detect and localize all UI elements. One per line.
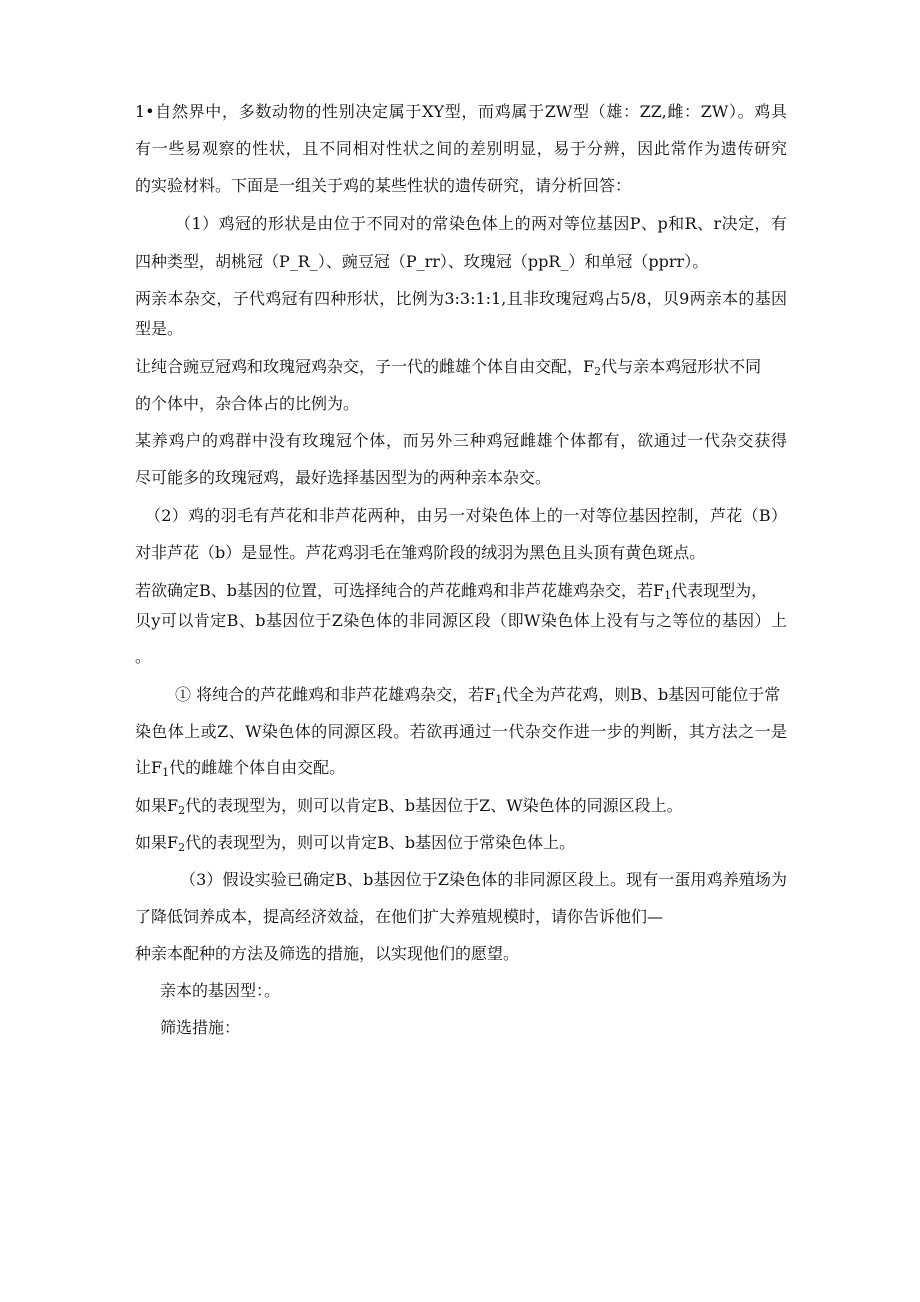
text-line: 的实验材料。下面是一组关于鸡的某些性状的遗传研究，请分析回答：: [135, 176, 632, 195]
text-line: 的个体中，杂合体占的比例为。: [135, 394, 360, 413]
text: 让F: [135, 758, 163, 777]
text-line: 对非芦花（b）是显性。芦花鸡羽毛在雏鸡阶段的绒羽为黑色且头顶有黄色斑点。: [135, 543, 706, 562]
text-line: 尽可能多的玫瑰冠鸡，最好选择基因型为的两种亲本杂交。: [135, 468, 552, 487]
text: 代的雌雄个体自由交配。: [169, 758, 346, 777]
text: 代与亲本鸡冠形状不同: [601, 357, 762, 376]
text-line: （1）鸡冠的形状是由位于不同对的常染色体上的两对等位基因P、p和R、r决定，有: [175, 214, 787, 233]
text: 如果F: [135, 796, 179, 815]
text-line: 。: [135, 647, 152, 666]
text-line: 四种类型，胡桃冠（P_R_）、豌豆冠（P_rr）、玫瑰冠（ppR_）和单冠（pprr）。: [135, 252, 709, 271]
text-line: 染色体上或Z、W染色体的同源区段。若欲再通过一代杂交作进一步的判断，其方法之一是: [135, 722, 787, 741]
text-line: [175, 685, 780, 705]
text: 代的表现型为，则可以肯定B、b基因位于Z、W染色体的同源区段上。: [185, 796, 683, 815]
text: ① 将纯合的芦花雌鸡和非芦花雄鸡杂交，若F: [175, 685, 496, 704]
text-line: （2）鸡的羽毛有芦花和非芦花两种，由另一对染色体上的一对等位基因控制，芦花（B）: [145, 506, 787, 525]
text: 代表现型为，: [671, 581, 768, 600]
text-line: 1•自然界中，多数动物的性别决定属于XY型，而鸡属于ZW型（雄：ZZ,雌：ZW）。鸡具: [135, 102, 787, 121]
text-line: 亲本的基因型：。: [160, 981, 281, 1000]
subscript: 2: [178, 841, 186, 854]
text-line: [135, 357, 761, 377]
text-line: 型是。: [135, 319, 184, 338]
text-line: [135, 833, 575, 853]
subscript: 2: [594, 365, 602, 378]
text-line: 种亲本配种的方法及筛选的措施，以实现他们的愿望。: [135, 944, 520, 963]
text: 代全为芦花鸡，则B、b基因可能位于常: [502, 685, 781, 704]
text-line: 筛选措施：: [160, 1018, 241, 1037]
subscript: 1: [495, 693, 503, 706]
text-line: 了降低饲养成本，提高经济效益，在他们扩大养殖规模时，请你告诉他们—: [135, 907, 664, 926]
subscript: 2: [178, 804, 186, 817]
text: 若欲确定B、b基因的位置，可选择纯合的芦花雌鸡和非芦花雄鸡杂交，若F: [135, 581, 665, 600]
text-line: 有一些易观察的性状，且不同相对性状之间的差别明显，易于分辨，因此常作为遗传研究: [135, 139, 787, 158]
subscript: 1: [664, 589, 672, 602]
text-line: 某养鸡户的鸡群中没有玫瑰冠个体，而另外三种鸡冠雌雄个体都有，欲通过一代杂交获得: [135, 431, 787, 450]
text-line: 两亲本杂交，子代鸡冠有四种形状，比例为3:3:1:1,且非玫瑰冠鸡占5/8，贝9两亲本的基因: [135, 289, 787, 308]
text-line: （3）假设实验已确定B、b基因位于Z染色体的非同源区段上。现有一蛋用鸡养殖场为: [180, 870, 787, 889]
text-line: [135, 758, 345, 778]
text: 让纯合豌豆冠鸡和玫瑰冠鸡杂交，子一代的雌雄个体自由交配，F: [135, 357, 595, 376]
text-line: 贝y可以肯定B、b基因位于Z染色体的非同源区段（即W染色体上没有与之等位的基因）上: [135, 611, 787, 630]
text-line: [135, 796, 683, 816]
text: 如果F: [135, 833, 179, 852]
subscript: 1: [162, 766, 170, 779]
text-line: [135, 581, 767, 601]
text: 代的表现型为，则可以肯定B、b基因位于常染色体上。: [185, 833, 576, 852]
